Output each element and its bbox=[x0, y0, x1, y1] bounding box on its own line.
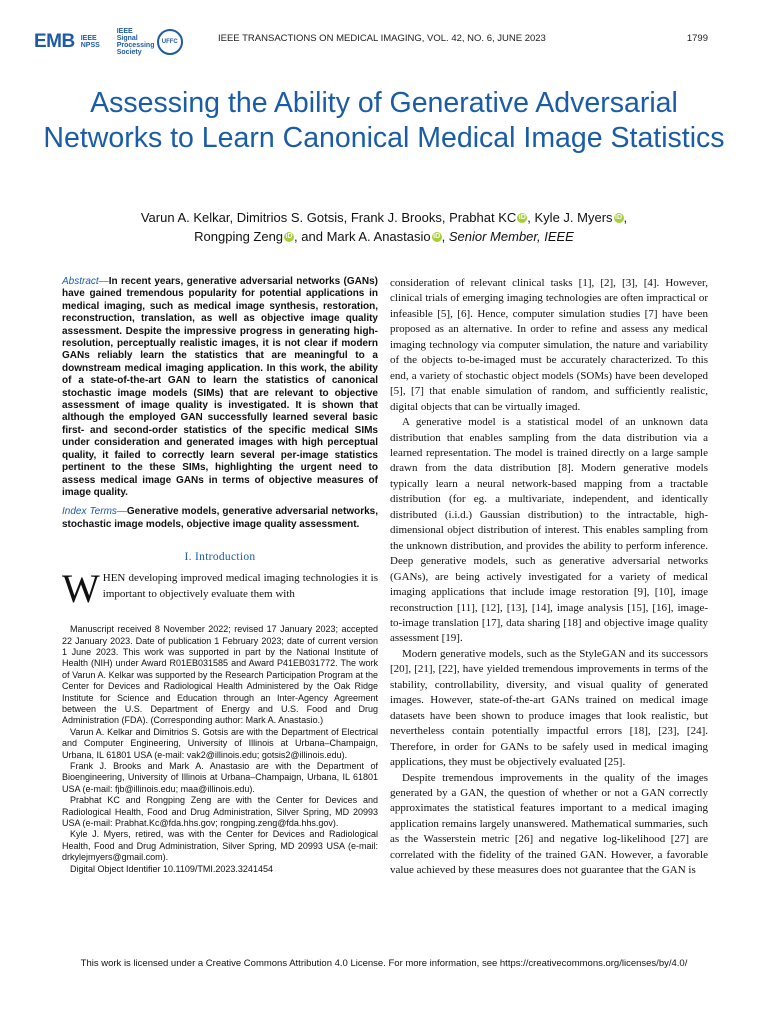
footnote: Varun A. Kelkar and Dimitrios S. Gotsis are with the Department of Electrical and Computer Engineering, University of Illinois at Urbana–Champaign, Urbana, IL 61801 USA (e-mail: vak2@illinois.edu; gotsis2@illinois.edu). bbox=[62, 726, 378, 760]
index-terms-text: Generative models, generative adversarial networks, stochastic image models, objective image quality assessment. bbox=[62, 506, 378, 530]
body-paragraph: consideration of relevant clinical tasks [1], [2], [3], [4]. However, clinical trials of emerging imaging technologies are often impractical or infeasible [5], [6]. Hence, computer simulation studies [7] have been proposed as an alternative. In order to refine and assess any medical imaging technology via computer simulation, the nature and variability of the objects to-be-imaged must be accurately characterized. To this end, a variety of stochastic object models (SOMs) have been developed [5], [7] that enable simulation of random, and sufficiently realistic, digital objects that can be virtually imaged. bbox=[390, 277, 708, 413]
abstract-label: Abstract— bbox=[62, 276, 109, 287]
orcid-icon[interactable]: iD bbox=[433, 233, 441, 240]
author-list: Varun A. Kelkar, Dimitrios S. Gotsis, Frank J. Brooks, Prabhat KC iD , Kyle J. Myers iD , Rongping Zeng iD , and Mark A. Anastasio iD , Senior Member, IEEE bbox=[140, 210, 628, 244]
footnote: Prabhat KC and Rongping Zeng are with the Center for Devices and Radiological Health, Food and Drug Administration, Silver Spring, MD 20993 USA (e-mail: Prabhat.Kc@fda.hhs.gov; rongping.zeng@fda.hhs.gov). bbox=[62, 795, 378, 829]
footnote: Frank J. Brooks and Mark A. Anastasio are with the Department of Bioengineering, University of Illinois at Urbana–Champaign, Urbana, IL 61801 USA (e-mail: fjb@illinois.edu; maa@illinois.edu). bbox=[62, 761, 378, 794]
authors-line2a: Rongping Zeng bbox=[194, 229, 284, 244]
footnote: Manuscript received 8 November 2022; revised 17 January 2023; accepted 22 January 2023. Date of publication 1 February 2023; date of current version 1 June 2023. This work was supported in part by the National Institute of Health (NIH) under Award R01EB031585 and Award P41EB031772. The work of Varun A. Kelkar was supported by the Research Participation Program at the Center for Devices and Radiological Health Administered by the Oak Ridge Institute for Science and Education through an Inter-Agency Agreement between the U.S. Department of Energy and U.S. Food and Drug Administration (FDA). (Corresponding author: Mark A. Anastasio.) bbox=[62, 624, 378, 726]
body-paragraph: Despite tremendous improvements in the quality of the images generated by a GAN, the question of whether or not a GAN correctly approximates the statistical features important to a medical imaging application remains largely unanswered. Mathematical summaries, such as the Wasserstein metric [26] and negative log-likelihood [27] are correlated with the fidelity of the trained GAN. However, a favorable value achieved by these measures does not guarantee that the GAN is bbox=[390, 771, 708, 877]
authors-line2b: , and Mark A. Anastasio bbox=[294, 229, 431, 244]
body-paragraph: A generative model is a statistical model of an unknown data distribution that enables sampling from the data distribution via a learned representation. The model is trained directly on a large sample drawn from the data distribution [8]. Modern generative models typically learn a neural network-based mapping from a tractable distribution (for eg. a multivariate, independent, and identically distributed (i.i.d.) Gaussian distribution) to the intractable, high-dimensional object distribution of interest. This enables sampling from the unknown distribution, and provides the ability to perform inference. Deep generative models, such as generative adversarial networks (GANs), are being actively investigated for a variety of medical imaging applications that include image restoration [9], [10], image reconstruction [11], [12], [13], [14], image analysis [15], [16], image-to-image translation [17], data sharing [18] and objective image quality assessment [19]. bbox=[390, 416, 708, 645]
journal-header: IEEE TRANSACTIONS ON MEDICAL IMAGING, VOL. 42, NO. 6, JUNE 2023 bbox=[218, 33, 546, 44]
abstract bbox=[62, 276, 378, 499]
dropcap: W bbox=[62, 566, 100, 612]
page-number: 1799 bbox=[686, 33, 708, 44]
footnote: Kyle J. Myers, retired, was with the Center for Devices and Radiological Health, Food and Drug Administration, Silver Spring, MD 20993 USA (e-mail: drkylejmyers@gmail.com). bbox=[62, 829, 378, 863]
uffc-logo: UFFC bbox=[157, 29, 183, 55]
right-column bbox=[390, 276, 708, 879]
orcid-icon[interactable]: iD bbox=[518, 214, 526, 221]
authors-line1: Varun A. Kelkar, Dimitrios S. Gotsis, Frank J. Brooks, Prabhat KC bbox=[140, 210, 517, 225]
sps-logo: IEEE Signal Processing Society bbox=[116, 28, 155, 56]
author-membership: Senior Member, IEEE bbox=[448, 229, 574, 244]
intro-paragraph bbox=[62, 566, 378, 612]
npss-logo: IEEE NPSS bbox=[80, 35, 100, 49]
footnotes bbox=[62, 624, 378, 875]
emb-logo: EMB bbox=[34, 31, 75, 52]
intro-text: HEN developing improved medical imaging technologies it is important to objectively evaluate them with bbox=[102, 572, 378, 600]
section-heading: I. Introduction bbox=[184, 551, 256, 564]
left-column bbox=[62, 276, 378, 875]
orcid-icon[interactable]: iD bbox=[615, 214, 623, 221]
authors-line1b: , Kyle J. Myers bbox=[527, 210, 613, 225]
index-terms-label: Index Terms— bbox=[62, 506, 127, 518]
license-notice[interactable]: This work is licensed under a Creative Commons Attribution 4.0 License. For more information, see https://creativecommons.org/licenses/by/4.0/ bbox=[80, 958, 688, 969]
orcid-icon[interactable]: iD bbox=[285, 233, 293, 240]
paper-title: Assessing the Ability of Generative Adversarial Networks to Learn Canonical Medical Image Statistics bbox=[43, 87, 725, 154]
body-paragraph: Modern generative models, such as the StyleGAN and its successors [20], [21], [22], have yielded tremendous improvements in terms of the stability, controllability, diversity, and visual quality of generated images. However, state-of-the-art GANs trained on medical image datasets have been shown to produce images that look realistic, but nevertheless contain potentially impactful errors [18], [23], [24]. Therefore, in order for GANs to be safely used in medical imaging applications, they must be objectively evaluated [25]. bbox=[390, 647, 708, 769]
doi[interactable]: Digital Object Identifier 10.1109/TMI.2023.3241454 bbox=[70, 863, 273, 874]
index-terms bbox=[62, 506, 378, 531]
abstract-text: In recent years, generative adversarial networks (GANs) have gained tremendous popularity for potential applications in medical imaging, such as medical image synthesis, restoration, reconstruction, translation, as well as objective image quality assessment. Despite the impressive progress in generating high-resolution, perceptually realistic images, it is not clear if modern GANs reliably learn the statistics that are meaningful to a downstream medical imaging application. In this work, the ability of a state-of-the-art GAN to learn the statistics of canonical stochastic image models (SIMs) that are relevant to objective assessment of image quality is investigated. It is shown that although the employed GAN successfully learned several basic first- and second-order statistics of the specific medical SIMs under consideration and generated images with high perceptual quality, it failed to correctly learn several per-image statistics pertinent to the these SIMs, highlighting the urgent need to assess medical image GANs in terms of objective measures of image quality. bbox=[62, 276, 378, 498]
publisher-logos bbox=[34, 22, 183, 62]
